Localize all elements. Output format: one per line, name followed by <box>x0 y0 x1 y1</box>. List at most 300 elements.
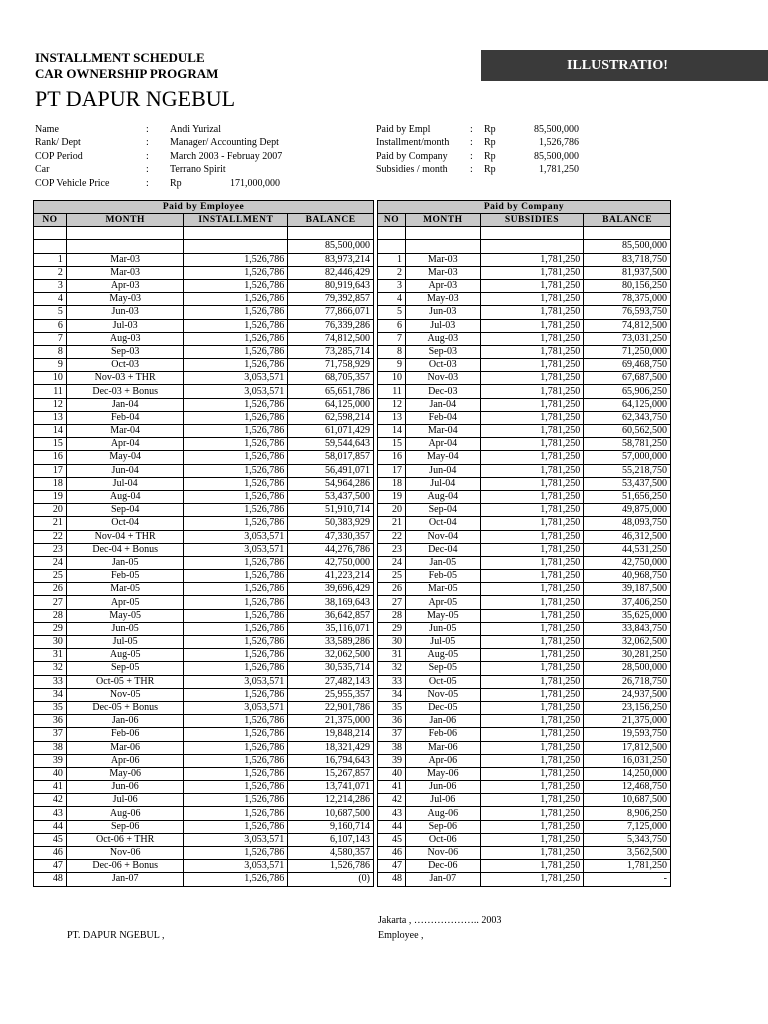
table-row <box>378 662 671 675</box>
row-number: 48 <box>34 873 67 886</box>
table-row <box>34 688 374 701</box>
row-number: 7 <box>378 332 406 345</box>
row-month: Mar-05 <box>405 583 480 596</box>
row-number: 19 <box>378 490 406 503</box>
row-number: 1 <box>378 253 406 266</box>
row-number: 38 <box>34 741 67 754</box>
row-month: Aug-06 <box>405 807 480 820</box>
info-value: March 2003 - Februay 2007 <box>170 150 283 162</box>
row-month: May-04 <box>66 451 184 464</box>
row-balance: 25,955,357 <box>288 688 374 701</box>
row-balance: 14,250,000 <box>584 767 671 780</box>
table-row <box>34 504 374 517</box>
row-amount: 3,053,571 <box>184 372 288 385</box>
column-header: NO <box>378 214 406 227</box>
row-month: May-03 <box>405 293 480 306</box>
row-balance: 51,910,714 <box>288 504 374 517</box>
row-number: 43 <box>34 807 67 820</box>
row-balance: 18,321,429 <box>288 741 374 754</box>
row-month: Dec-03 <box>405 385 480 398</box>
row-balance: 38,169,643 <box>288 596 374 609</box>
row-amount: 1,781,250 <box>480 728 584 741</box>
row-number: 18 <box>378 477 406 490</box>
row-amount: 1,526,786 <box>184 398 288 411</box>
spacer-row <box>378 227 671 240</box>
company-name: PT DAPUR NGEBUL <box>35 86 236 111</box>
row-balance: 69,468,750 <box>584 359 671 372</box>
row-amount: 1,781,250 <box>480 596 584 609</box>
row-amount: 1,781,250 <box>480 266 584 279</box>
row-balance: 44,276,786 <box>288 543 374 556</box>
row-number: 42 <box>34 794 67 807</box>
row-amount: 1,526,786 <box>184 411 288 424</box>
table-row <box>34 517 374 530</box>
row-balance: 58,017,857 <box>288 451 374 464</box>
row-balance: 83,718,750 <box>584 253 671 266</box>
row-number: 36 <box>378 715 406 728</box>
row-balance: 46,312,500 <box>584 530 671 543</box>
row-month: Mar-03 <box>66 266 184 279</box>
table-row <box>34 609 374 622</box>
row-balance: 30,535,714 <box>288 662 374 675</box>
info-currency: Rp <box>484 124 496 135</box>
company-signature-label: PT. DAPUR NGEBUL , <box>67 930 165 941</box>
row-balance: 76,339,286 <box>288 319 374 332</box>
table-row <box>34 728 374 741</box>
row-balance: 74,812,500 <box>584 319 671 332</box>
row-number: 17 <box>378 464 406 477</box>
row-month: Aug-03 <box>66 332 184 345</box>
row-amount: 1,526,786 <box>184 688 288 701</box>
column-header: SUBSIDIES <box>480 214 584 227</box>
row-month: May-06 <box>405 767 480 780</box>
employee-group-header: Paid by Employee <box>34 201 374 214</box>
row-month: Dec-05 + Bonus <box>66 701 184 714</box>
row-month: Aug-05 <box>405 649 480 662</box>
row-amount: 1,781,250 <box>480 715 584 728</box>
row-month: May-04 <box>405 451 480 464</box>
row-balance: 74,812,500 <box>288 332 374 345</box>
row-balance: 36,642,857 <box>288 609 374 622</box>
row-month: Jul-06 <box>405 794 480 807</box>
row-number: 11 <box>378 385 406 398</box>
row-balance: 21,375,000 <box>584 715 671 728</box>
row-balance: 79,392,857 <box>288 293 374 306</box>
row-month: Jan-07 <box>66 873 184 886</box>
row-month: May-03 <box>66 293 184 306</box>
row-amount: 1,781,250 <box>480 609 584 622</box>
row-balance: 76,593,750 <box>584 306 671 319</box>
row-balance: 7,125,000 <box>584 820 671 833</box>
row-balance: 60,562,500 <box>584 425 671 438</box>
row-amount: 1,526,786 <box>184 306 288 319</box>
row-amount: 1,781,250 <box>480 820 584 833</box>
table-row <box>34 636 374 649</box>
row-month: Aug-03 <box>405 332 480 345</box>
row-balance: 12,214,286 <box>288 794 374 807</box>
row-balance: 78,375,000 <box>584 293 671 306</box>
row-number: 43 <box>378 807 406 820</box>
table-row <box>378 530 671 543</box>
table-row <box>378 359 671 372</box>
row-number: 27 <box>378 596 406 609</box>
row-month: Jun-04 <box>405 464 480 477</box>
table-row <box>378 781 671 794</box>
row-balance: 26,718,750 <box>584 675 671 688</box>
row-number: 13 <box>34 411 67 424</box>
row-balance: 17,812,500 <box>584 741 671 754</box>
row-amount: 3,053,571 <box>184 860 288 873</box>
row-amount: 1,526,786 <box>184 715 288 728</box>
row-month: Jul-06 <box>66 794 184 807</box>
row-balance: 65,906,250 <box>584 385 671 398</box>
row-number: 31 <box>378 649 406 662</box>
row-month: May-06 <box>66 767 184 780</box>
row-number: 46 <box>34 847 67 860</box>
row-number: 6 <box>34 319 67 332</box>
row-month: Jun-05 <box>405 622 480 635</box>
info-sep: : <box>470 150 473 162</box>
row-month: Dec-04 <box>405 543 480 556</box>
info-label: Rank/ Dept <box>35 137 81 149</box>
row-amount: 1,526,786 <box>184 728 288 741</box>
row-balance: 58,781,250 <box>584 438 671 451</box>
row-number: 40 <box>378 767 406 780</box>
row-number: 29 <box>378 622 406 635</box>
row-balance: 12,468,750 <box>584 781 671 794</box>
table-row <box>378 266 671 279</box>
row-balance: 1,781,250 <box>584 860 671 873</box>
row-number: 10 <box>34 372 67 385</box>
table-row <box>34 649 374 662</box>
row-amount: 1,526,786 <box>184 332 288 345</box>
row-number: 6 <box>378 319 406 332</box>
table-row <box>378 609 671 622</box>
row-balance: 39,187,500 <box>584 583 671 596</box>
row-amount: 1,526,786 <box>184 873 288 886</box>
info-value: 85,500,000 <box>534 124 579 135</box>
table-row <box>34 451 374 464</box>
row-month: Nov-03 + THR <box>66 372 184 385</box>
column-header: NO <box>34 214 67 227</box>
row-month: Oct-04 <box>405 517 480 530</box>
row-balance: 64,125,000 <box>288 398 374 411</box>
row-balance: 54,964,286 <box>288 477 374 490</box>
row-balance: 37,406,250 <box>584 596 671 609</box>
table-row <box>34 662 374 675</box>
row-balance: 49,875,000 <box>584 504 671 517</box>
column-header: MONTH <box>66 214 184 227</box>
row-month: Oct-06 + THR <box>66 833 184 846</box>
row-amount: 1,526,786 <box>184 609 288 622</box>
row-month: May-05 <box>405 609 480 622</box>
row-month: Nov-06 <box>405 847 480 860</box>
row-month: Apr-06 <box>405 754 480 767</box>
row-balance: 71,250,000 <box>584 345 671 358</box>
row-balance: 47,330,357 <box>288 530 374 543</box>
row-number: 4 <box>34 293 67 306</box>
row-amount: 1,526,786 <box>184 359 288 372</box>
table-row <box>34 622 374 635</box>
row-month: Nov-04 <box>405 530 480 543</box>
row-month: Sep-04 <box>405 504 480 517</box>
row-number: 19 <box>34 490 67 503</box>
row-amount: 1,781,250 <box>480 622 584 635</box>
doc-subtitle: CAR OWNERSHIP PROGRAM <box>35 66 219 81</box>
row-amount: 1,526,786 <box>184 438 288 451</box>
info-value: 1,526,786 <box>539 137 579 149</box>
row-month: Feb-05 <box>66 570 184 583</box>
row-number: 25 <box>34 570 67 583</box>
row-amount: 1,781,250 <box>480 688 584 701</box>
row-amount: 1,781,250 <box>480 279 584 292</box>
row-month: Jun-05 <box>66 622 184 635</box>
row-balance: 80,919,643 <box>288 279 374 292</box>
row-number: 40 <box>34 767 67 780</box>
row-balance: 41,223,214 <box>288 570 374 583</box>
row-month: May-05 <box>66 609 184 622</box>
table-row <box>34 385 374 398</box>
row-amount: 1,781,250 <box>480 293 584 306</box>
row-number: 41 <box>378 781 406 794</box>
info-sep: : <box>146 164 149 176</box>
table-row <box>378 741 671 754</box>
row-balance: 51,656,250 <box>584 490 671 503</box>
row-number: 16 <box>378 451 406 464</box>
info-label: Paid by Company <box>376 150 448 162</box>
row-number: 4 <box>378 293 406 306</box>
row-balance: 35,625,000 <box>584 609 671 622</box>
row-month: Jun-06 <box>405 781 480 794</box>
row-number: 8 <box>378 345 406 358</box>
row-balance: 16,794,643 <box>288 754 374 767</box>
table-row <box>34 556 374 569</box>
row-amount: 1,781,250 <box>480 649 584 662</box>
info-left-labels <box>35 123 155 190</box>
row-amount: 1,781,250 <box>480 741 584 754</box>
row-month: Apr-04 <box>405 438 480 451</box>
row-amount: 1,526,786 <box>184 266 288 279</box>
row-number: 39 <box>34 754 67 767</box>
row-balance: 44,531,250 <box>584 543 671 556</box>
row-number: 28 <box>34 609 67 622</box>
row-number: 36 <box>34 715 67 728</box>
table-row <box>34 372 374 385</box>
row-month: Feb-04 <box>66 411 184 424</box>
row-number: 26 <box>34 583 67 596</box>
row-amount: 3,053,571 <box>184 530 288 543</box>
row-number: 35 <box>378 701 406 714</box>
table-row <box>34 279 374 292</box>
table-row <box>378 425 671 438</box>
row-month: Nov-03 <box>405 372 480 385</box>
illustration-banner: ILLUSTRATIO! <box>481 50 768 81</box>
vehicle-price-currency: Rp <box>170 177 182 189</box>
info-sep: : <box>146 137 149 149</box>
row-number: 23 <box>378 543 406 556</box>
row-month: Jul-04 <box>66 477 184 490</box>
table-row <box>34 411 374 424</box>
info-currency: Rp <box>484 150 496 162</box>
row-amount: 1,781,250 <box>480 372 584 385</box>
row-number: 39 <box>378 754 406 767</box>
row-number: 35 <box>34 701 67 714</box>
table-row <box>378 688 671 701</box>
row-month: Jan-05 <box>66 556 184 569</box>
row-number: 31 <box>34 649 67 662</box>
row-month: Nov-05 <box>405 688 480 701</box>
info-sep: : <box>470 124 473 135</box>
row-balance: 4,580,357 <box>288 847 374 860</box>
row-balance: 57,000,000 <box>584 451 671 464</box>
info-currency: Rp <box>484 137 496 149</box>
row-balance: 71,758,929 <box>288 359 374 372</box>
row-amount: 3,053,571 <box>184 833 288 846</box>
row-month: Apr-06 <box>66 754 184 767</box>
row-amount: 1,781,250 <box>480 319 584 332</box>
row-number: 32 <box>34 662 67 675</box>
table-row <box>34 464 374 477</box>
row-amount: 1,781,250 <box>480 794 584 807</box>
row-number: 9 <box>34 359 67 372</box>
column-header: MONTH <box>405 214 480 227</box>
row-month: Oct-06 <box>405 833 480 846</box>
row-month: Aug-04 <box>66 490 184 503</box>
info-label: Car <box>35 164 50 176</box>
row-month: Sep-05 <box>405 662 480 675</box>
info-label: Paid by Empl <box>376 124 431 135</box>
table-row <box>34 767 374 780</box>
row-month: Mar-06 <box>405 741 480 754</box>
row-balance: 27,482,143 <box>288 675 374 688</box>
row-month: Sep-04 <box>66 504 184 517</box>
row-number: 26 <box>378 583 406 596</box>
row-month: Dec-06 <box>405 860 480 873</box>
row-month: Jul-05 <box>405 636 480 649</box>
row-number: 11 <box>34 385 67 398</box>
row-balance: 55,218,750 <box>584 464 671 477</box>
column-header: INSTALLMENT <box>184 214 288 227</box>
row-number: 23 <box>34 543 67 556</box>
opening-balance: 85,500,000 <box>584 240 671 253</box>
row-amount: 1,781,250 <box>480 438 584 451</box>
row-month: Jun-06 <box>66 781 184 794</box>
table-row <box>378 306 671 319</box>
table-row <box>378 556 671 569</box>
row-amount: 1,526,786 <box>184 847 288 860</box>
row-month: Jun-03 <box>405 306 480 319</box>
table-row <box>378 570 671 583</box>
table-row <box>378 622 671 635</box>
row-number: 15 <box>378 438 406 451</box>
row-month: Jan-06 <box>405 715 480 728</box>
row-month: Mar-03 <box>405 253 480 266</box>
row-balance: - <box>584 873 671 886</box>
opening-balance: 85,500,000 <box>288 240 374 253</box>
row-amount: 1,781,250 <box>480 701 584 714</box>
row-number: 24 <box>378 556 406 569</box>
table-row <box>34 715 374 728</box>
row-number: 37 <box>378 728 406 741</box>
row-number: 30 <box>378 636 406 649</box>
row-month: Aug-04 <box>405 490 480 503</box>
row-number: 2 <box>34 266 67 279</box>
opening-balance-row <box>378 240 671 253</box>
row-amount: 1,526,786 <box>184 451 288 464</box>
row-month: Sep-05 <box>66 662 184 675</box>
row-amount: 1,526,786 <box>184 583 288 596</box>
row-amount: 1,526,786 <box>184 556 288 569</box>
row-balance: 48,093,750 <box>584 517 671 530</box>
table-row <box>378 847 671 860</box>
table-row <box>378 504 671 517</box>
row-month: Jan-04 <box>405 398 480 411</box>
table-row <box>378 820 671 833</box>
row-amount: 1,781,250 <box>480 675 584 688</box>
row-balance: 62,343,750 <box>584 411 671 424</box>
info-label: COP Period <box>35 150 83 162</box>
employee-schedule-table <box>33 200 374 887</box>
row-balance: 64,125,000 <box>584 398 671 411</box>
row-balance: 22,901,786 <box>288 701 374 714</box>
row-balance: 53,437,500 <box>288 490 374 503</box>
row-number: 34 <box>34 688 67 701</box>
row-amount: 1,526,786 <box>184 794 288 807</box>
row-month: Jul-04 <box>405 477 480 490</box>
table-row <box>34 741 374 754</box>
table-row <box>378 675 671 688</box>
row-number: 13 <box>378 411 406 424</box>
table-row <box>34 807 374 820</box>
info-label: Name <box>35 124 59 135</box>
info-right-values <box>505 123 579 177</box>
row-balance: 42,750,000 <box>584 556 671 569</box>
row-amount: 1,526,786 <box>184 319 288 332</box>
row-amount: 1,526,786 <box>184 517 288 530</box>
row-number: 25 <box>378 570 406 583</box>
row-number: 46 <box>378 847 406 860</box>
row-number: 28 <box>378 609 406 622</box>
info-left-values <box>170 123 360 190</box>
row-month: Apr-04 <box>66 438 184 451</box>
table-row <box>378 807 671 820</box>
info-sep: : <box>470 164 473 176</box>
table-row <box>34 675 374 688</box>
info-value: 1,781,250 <box>539 164 579 176</box>
table-row <box>34 490 374 503</box>
row-month: Jan-04 <box>66 398 184 411</box>
row-balance: 5,343,750 <box>584 833 671 846</box>
row-number: 20 <box>378 504 406 517</box>
table-row <box>34 873 374 886</box>
row-month: Apr-03 <box>405 279 480 292</box>
row-balance: 77,866,071 <box>288 306 374 319</box>
row-amount: 1,781,250 <box>480 504 584 517</box>
info-label: Subsidies / month <box>376 164 448 176</box>
row-amount: 1,526,786 <box>184 636 288 649</box>
column-header: BALANCE <box>584 214 671 227</box>
table-row <box>378 543 671 556</box>
row-amount: 1,526,786 <box>184 820 288 833</box>
table-row <box>34 583 374 596</box>
info-right-seps <box>470 123 480 177</box>
row-amount: 3,053,571 <box>184 543 288 556</box>
row-balance: 56,491,071 <box>288 464 374 477</box>
row-balance: 53,437,500 <box>584 477 671 490</box>
row-balance: 21,375,000 <box>288 715 374 728</box>
table-row <box>378 636 671 649</box>
table-row <box>378 583 671 596</box>
